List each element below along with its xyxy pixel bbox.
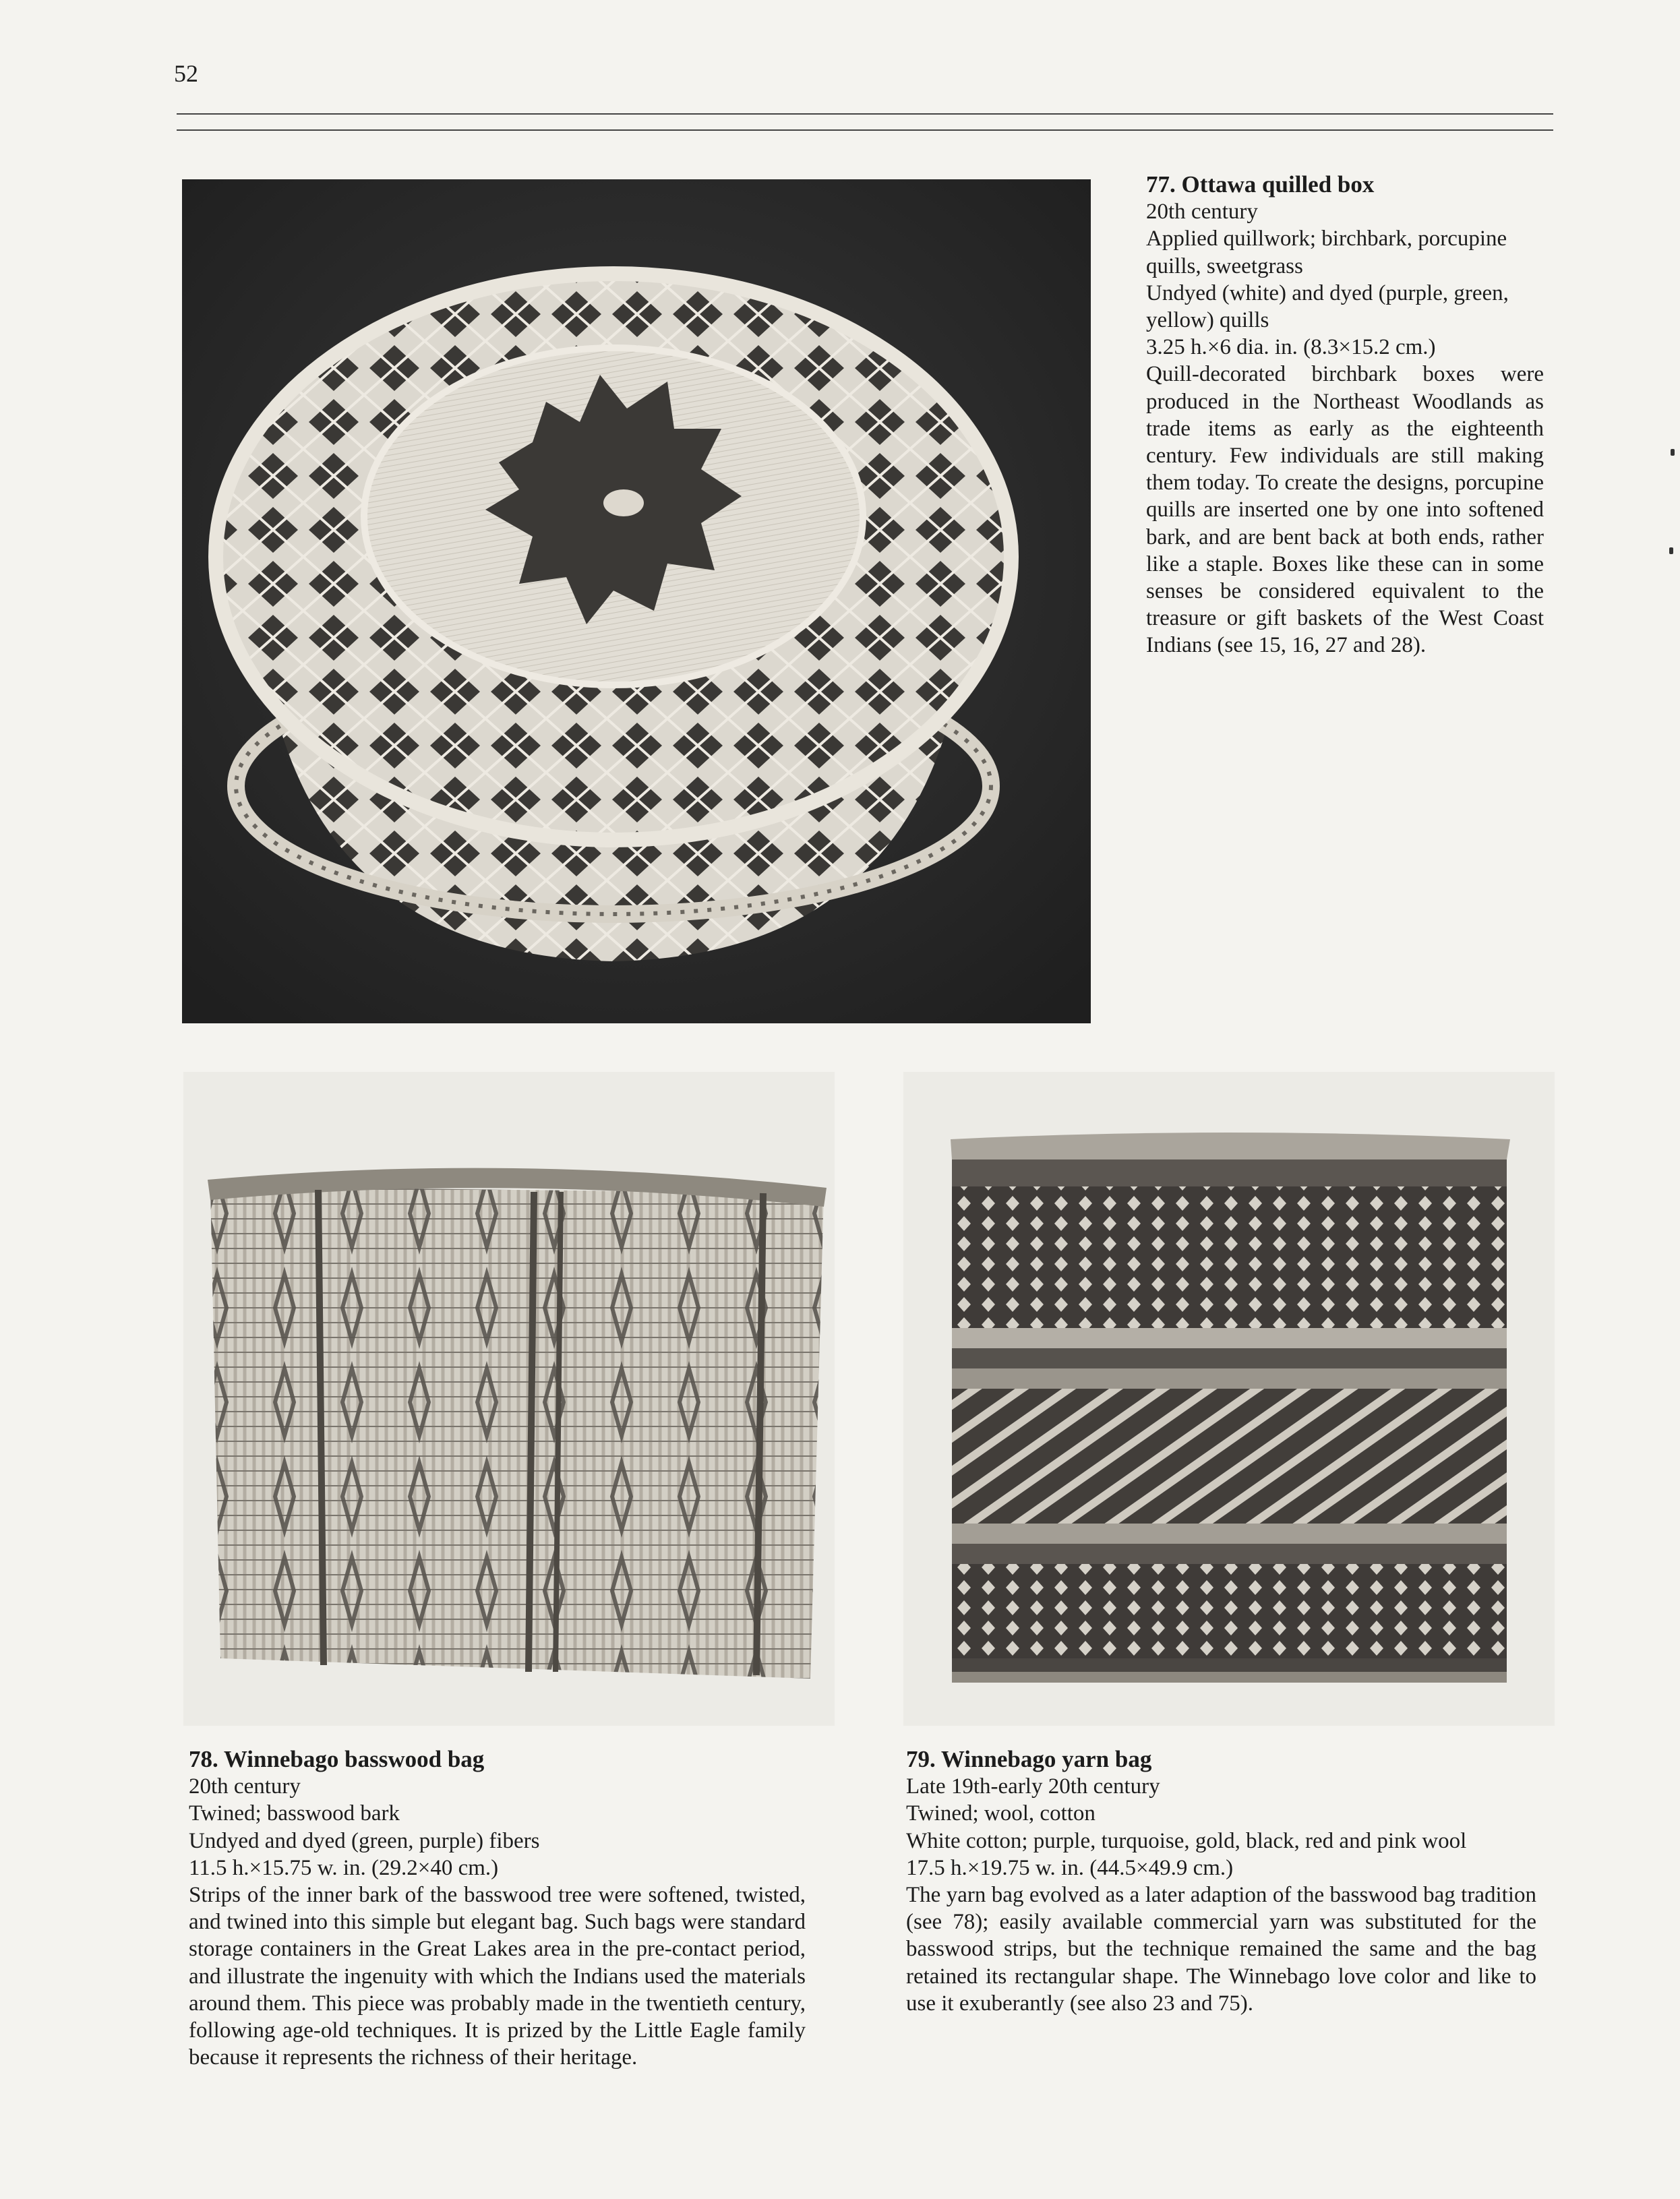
figure-79-description: The yarn bag evolved as a later adaption of the basswood bag tradition (see 78); easily available commercial yarn was substituted for the basswood strips, but the technique remained the same and the bag retained its rectangular shape. The Winnebago love color and like to use it exuberantly (see also 23 and 75). (906, 1883, 1536, 2016)
figure-78-technique: Twined; basswood bark (189, 1801, 400, 1826)
figure-78-photo (183, 1072, 835, 1726)
figure-79-title: 79. Winnebago yarn bag (906, 1746, 1152, 1772)
figure-79-date: Late 19th-early 20th century (906, 1774, 1160, 1799)
figure-77-description: Quill-decorated birchbark boxes were produced in the Northeast Woodlands as trade items as early as the eighteenth century. Few individuals are still making them today. To create the designs, porcupine quills are inserted one by one into softened bark, and are bent back at both ends, rather like a staple. Boxes like these can in some senses be considered equivalent to the treasure or gift baskets of the West Coast Indians (see 15, 16, 27 and 28). (1146, 362, 1544, 658)
figure-77-materials: Undyed (white) and dyed (purple, green, yellow) quills (1146, 280, 1509, 333)
figure-77-dimensions: 3.25 h.×6 dia. in. (8.3×15.2 cm.) (1146, 335, 1436, 360)
figure-78-date: 20th century (189, 1774, 301, 1799)
figure-77-photo (182, 179, 1091, 1023)
header-rule-bottom (177, 129, 1553, 131)
figure-79-technique: Twined; wool, cotton (906, 1801, 1096, 1826)
page-number: 52 (174, 60, 198, 87)
figure-78-caption (189, 1746, 806, 2071)
figure-77-technique: Applied quillwork; birchbark, porcupine quills, sweetgrass (1146, 227, 1507, 278)
figure-79-dimensions: 17.5 h.×19.75 w. in. (44.5×49.9 cm.) (906, 1855, 1234, 1880)
figure-77-title: 77. Ottawa quilled box (1146, 171, 1375, 198)
figure-78-description: Strips of the inner bark of the basswood tree were softened, twisted, and twined into this simple but elegant bag. Such bags were standard storage containers in the Great Lakes area in the pre-contact period, and illustrate the ingenuity with which the Indians used the materials around them. This piece was probably made in the twentieth century, following age-old techniques. It is prized by the Little Eagle family because it represents the richness of their heritage. (189, 1883, 806, 2070)
figure-77-date: 20th century (1146, 200, 1258, 224)
figure-78-materials: Undyed and dyed (green, purple) fibers (189, 1828, 540, 1853)
yarn-band-top (952, 1159, 1507, 1186)
scan-mark (1671, 449, 1675, 456)
scan-mark (1669, 547, 1673, 554)
figure-79-materials: White cotton; purple, turquoise, gold, black, red and pink wool (906, 1828, 1467, 1853)
figure-79-photo (903, 1072, 1555, 1726)
figure-78-dimensions: 11.5 h.×15.75 w. in. (29.2×40 cm.) (189, 1855, 499, 1880)
figure-79-caption (906, 1746, 1536, 2017)
header-rule-top (177, 113, 1553, 115)
figure-78-title: 78. Winnebago basswood bag (189, 1746, 485, 1772)
figure-77-caption (1146, 171, 1544, 659)
